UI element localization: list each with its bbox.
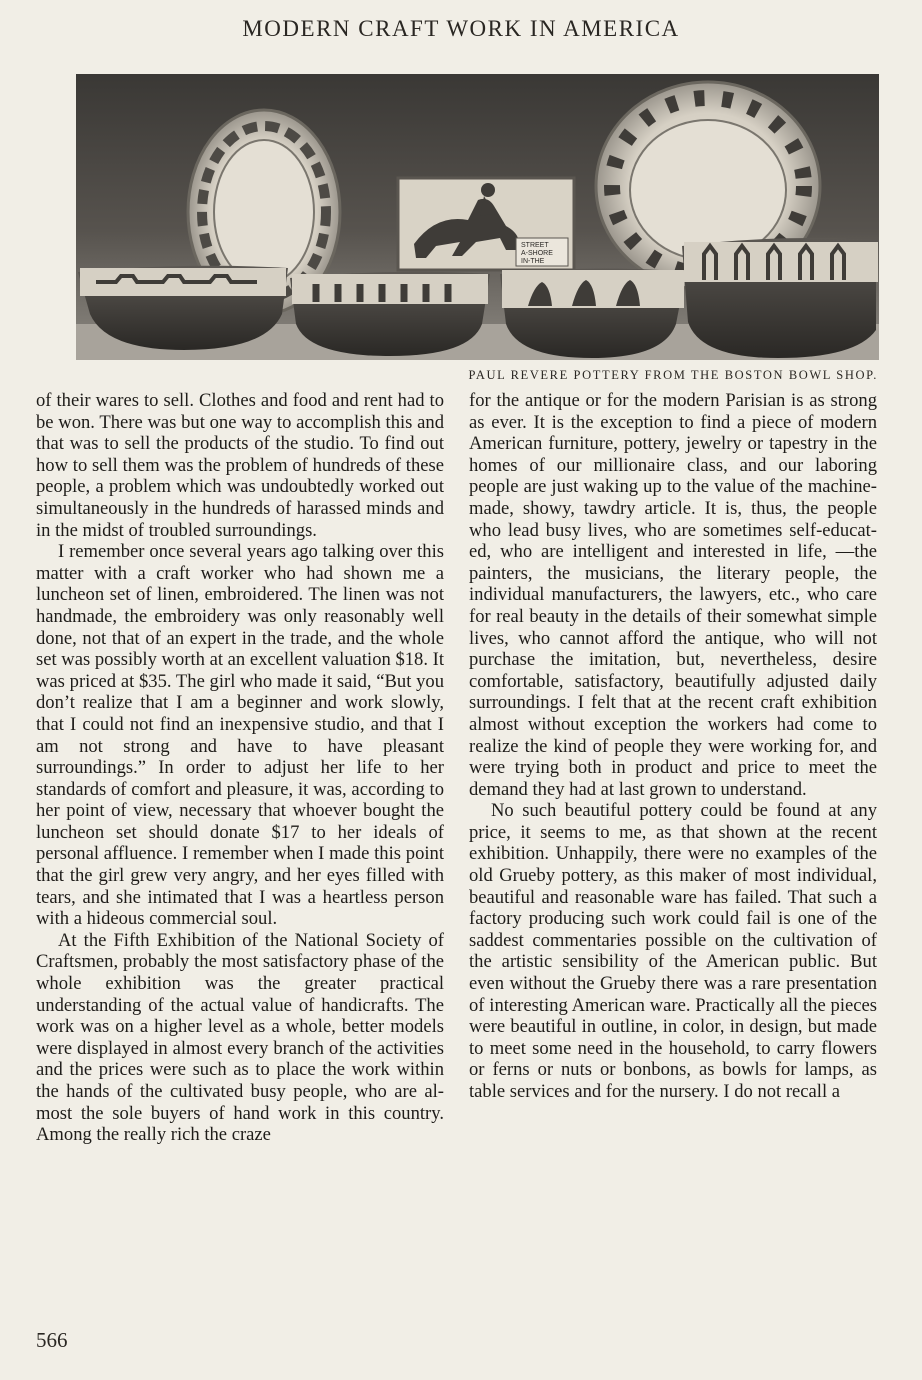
tile-text-2: A-SHORE [521, 250, 553, 257]
bowl-3 [500, 268, 686, 358]
horse-rider-tile [398, 178, 574, 270]
tile-text-1: STREET [521, 242, 549, 249]
running-head: MODERN CRAFT WORK IN AMERICA [242, 16, 680, 41]
bowl-2 [290, 272, 490, 356]
text-column-left [36, 390, 444, 1146]
paragraph: for the antique or for the modern Parisian is as strong as ever. It is the exception to find a piece of modern American furniture, pottery, jewelry or tapestry in the homes of our millionaire class, and our laboring people are just waking up to the value of the machine-made, showy, tawdry article. It is, thus, the people who lead busy lives, who are sometimes self-educated, who are intelligent and interested in life, —the painters, the musicians, the literary people, the individual manufacturers, the lawyers, etc., who care for real beauty in the details of their somewhat simple lives, who cannot afford the antique, who will not purchase the imitation, but, nevertheless, desire comfortable, satisfactory, beautifully adjusted daily surroundings. I felt that at the recent craft exhibition almost without exception the workers had come to realize the kind of people they were working for, and were trying both in product and price to meet the demand they had at last grown to understand. [469, 390, 877, 800]
paragraph: of their wares to sell. Clothes and food and rent had to be won. There was but one way to accomplish this and that was to sell the products of the studio. To find out how to sell them was the problem of hundreds of these people, a problem which was undoubtedly worked out simultaneously in the hundreds of harassed minds and in the midst of troubled surroundings. [36, 390, 444, 541]
tile-text-3: IN-THE [521, 258, 545, 265]
paragraph: No such beautiful pottery could be found at any price, it seems to me, as that shown at the recent exhibition. Unhappily, there were no examples of the old Grueby pottery, as this maker of most individual, beautiful and reasonable ware has failed. That such a factory producing such work could fail is one of the saddest commentaries possible on the cultivation of the artistic sensibility of the American public. But even without the Grueby there was a rare presentation of interesting American ware. Practically all the pieces were beautiful in outline, in color, in design, but made to meet some need in the household, to carry flowers or ferns or nuts or bonbons, as bowls for lamps, as table services and for the nursery. I do not recall a [469, 800, 877, 1102]
bowl-4 [682, 238, 878, 358]
paragraph: At the Fifth Exhibition of the National Society of Craftsmen, probably the most satisfactory phase of the whole exhibition was the greater practical understanding of the actual value of handicrafts. The work was on a higher level as a whole, better models were displayed in almost every branch of the activities and the prices were such as to place the work within the hands of the cultivated busy people, who are almost the sole buyers of hand work in this country. Among the really rich the craze [36, 929, 444, 1146]
paragraph: I remember once several years ago talking over this matter with a craft worker who had shown me a luncheon set of linen, embroidered. The linen was not handmade, the embroidery was only reasonably well done, not that of an expert in the trade, and the whole set was possibly worth at an excellent valuation $18. It was priced at $35. The girl who made it said, “But you don’t realize that I am a beginner and work slowly, that I could not find an inexpensive studio, and that I am not strong and have to have pleasant surroundings.” In order to adjust her life to her standards of comfort and pleasure, it was, according to her point of view, necessary that whoever bought the luncheon set should donate $17 to her ideals of personal affluence. I remember when I made this point that the girl grew very angry, and her eyes filled with tears, and she intimated that I was a heartless person with a hideous commercial soul. [36, 541, 444, 930]
page-number: 566 [36, 1328, 68, 1352]
text-column-right [469, 390, 877, 1103]
pottery-photograph [76, 74, 879, 360]
figure-caption: PAUL REVERE POTTERY FROM THE BOSTON BOWL SHOP. [468, 368, 878, 382]
